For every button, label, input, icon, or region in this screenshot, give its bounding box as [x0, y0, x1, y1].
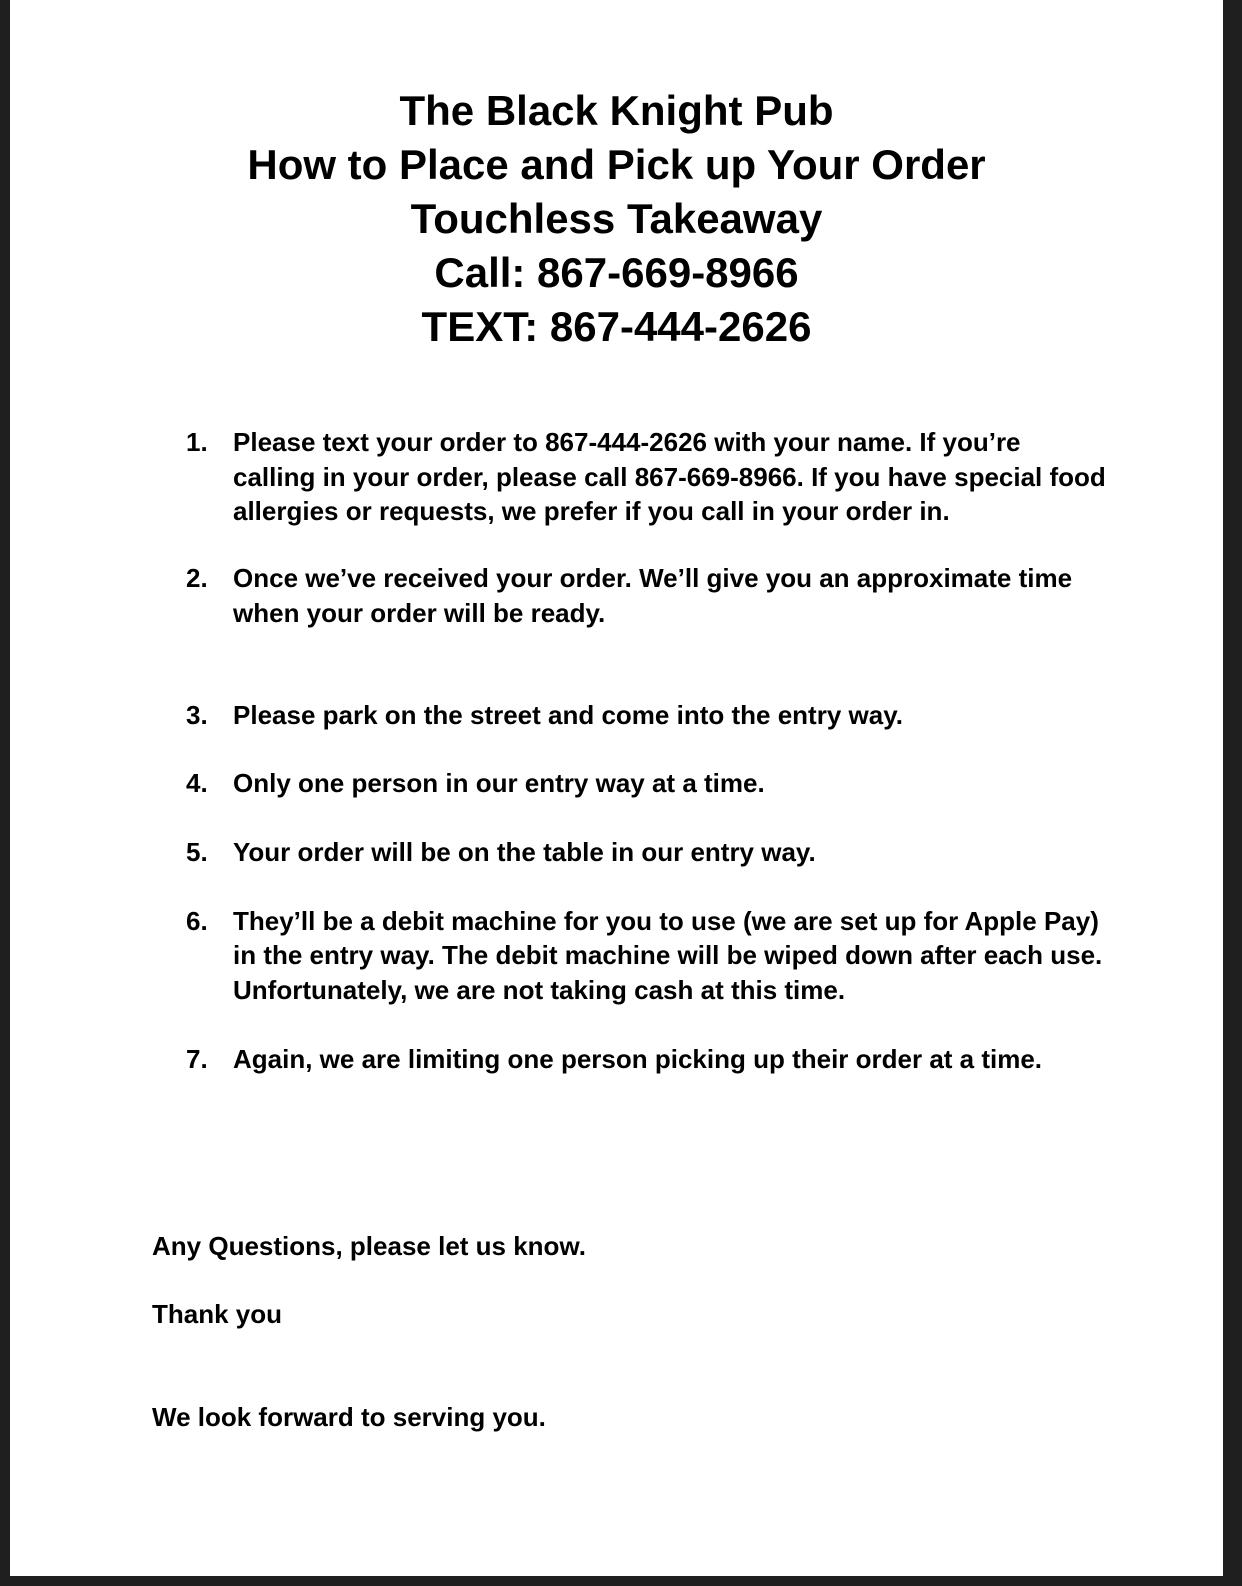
step-number: 7.	[186, 1043, 208, 1074]
step-number: 5.	[186, 836, 208, 867]
questions-note: Any Questions, please let us know.	[152, 1231, 586, 1261]
step-text: Please text your order to 867-444-2626 with your name. If you’re calling in your order, please call 867-669-8966. If you have special food allergies or requests, we prefer if you call in your order in.	[233, 427, 1106, 527]
step-text: Again, we are limiting one person picking up their order at a time.	[233, 1043, 1043, 1074]
step-number: 4.	[186, 768, 208, 799]
list-item	[186, 1042, 1106, 1077]
order-instructions-heading: How to Place and Pick up Your Order	[247, 141, 986, 188]
step-number: 3.	[186, 699, 208, 730]
list-item	[186, 766, 1106, 801]
pub-name-title: The Black Knight Pub	[399, 87, 834, 134]
closing-note: We look forward to serving you.	[152, 1402, 546, 1432]
list-item	[186, 904, 1106, 1008]
step-text: They’ll be a debit machine for you to use (we are set up for Apple Pay) in the entry way. The debit machine will be wiped down after each use. Unfortunately, we are not taking cash at this time.	[233, 905, 1103, 1006]
touchless-takeaway-heading: Touchless Takeaway	[410, 195, 823, 242]
instruction-list	[186, 425, 1106, 1076]
document-header	[10, 84, 1223, 354]
list-item	[186, 425, 1106, 529]
text-number: TEXT: 867-444-2626	[421, 303, 812, 350]
document-page	[10, 0, 1223, 1576]
list-item	[186, 698, 1106, 733]
list-item	[186, 835, 1106, 870]
step-text: Only one person in our entry way at a time.	[233, 768, 765, 799]
step-number: 2.	[186, 563, 208, 594]
step-text: Once we’ve received your order. We’ll give you an approximate time when your order will be ready.	[233, 563, 1073, 628]
call-number: Call: 867-669-8966	[434, 249, 799, 296]
step-text: Your order will be on the table in our entry way.	[233, 836, 816, 867]
step-text: Please park on the street and come into the entry way.	[233, 699, 903, 730]
step-number: 6.	[186, 905, 208, 936]
thank-you-note: Thank you	[152, 1299, 283, 1329]
step-number: 1.	[186, 427, 208, 457]
list-item	[186, 561, 1106, 630]
